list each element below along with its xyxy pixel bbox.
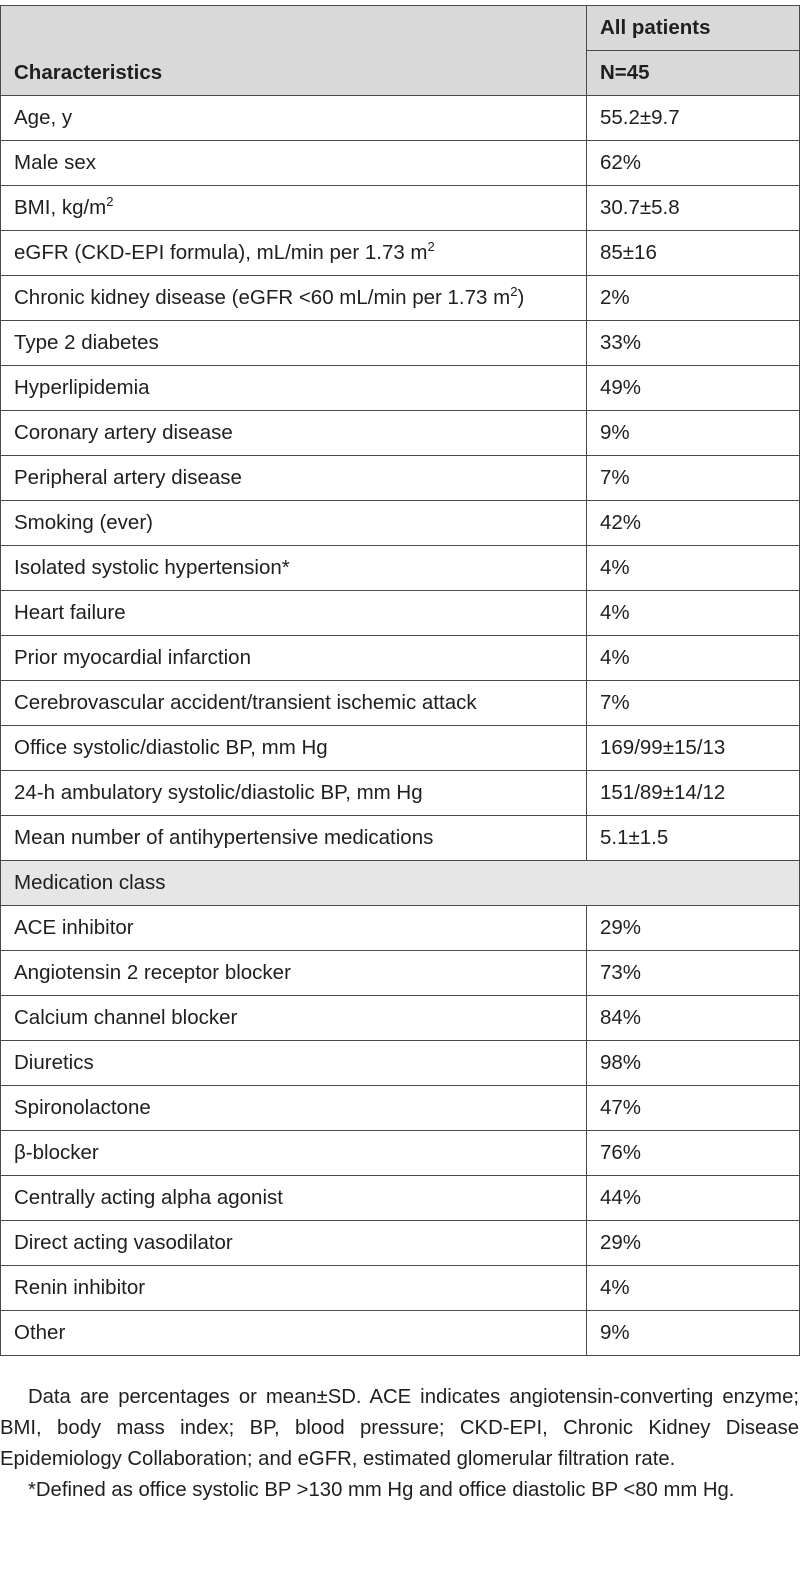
row-value: 33% [587, 321, 800, 366]
row-value: 7% [587, 456, 800, 501]
row-value: 29% [587, 906, 800, 951]
row-value: 4% [587, 636, 800, 681]
table-row [1, 321, 800, 366]
row-value: 2% [587, 276, 800, 321]
row-value: 49% [587, 366, 800, 411]
table-row [1, 771, 800, 816]
table-row [1, 726, 800, 771]
table-row [1, 1221, 800, 1266]
row-label: Type 2 diabetes [1, 321, 587, 366]
table-row [1, 816, 800, 861]
characteristics-table [0, 5, 800, 1356]
table-row [1, 906, 800, 951]
row-value: 169/99±15/13 [587, 726, 800, 771]
row-label: Centrally acting alpha agonist [1, 1176, 587, 1221]
row-label: Smoking (ever) [1, 501, 587, 546]
row-value: 98% [587, 1041, 800, 1086]
row-label: Male sex [1, 141, 587, 186]
table-row [1, 546, 800, 591]
table-row [1, 1131, 800, 1176]
row-value: 7% [587, 681, 800, 726]
row-value: 84% [587, 996, 800, 1041]
row-label: β-blocker [1, 1131, 587, 1176]
header-characteristics: Characteristics [1, 6, 587, 96]
row-label: Prior myocardial infarction [1, 636, 587, 681]
superscript: 2 [510, 284, 518, 299]
row-label [1, 186, 587, 231]
row-value: 55.2±9.7 [587, 96, 800, 141]
table-row [1, 1176, 800, 1221]
header-group: All patients [587, 6, 800, 51]
row-label: Hyperlipidemia [1, 366, 587, 411]
table-row [1, 231, 800, 276]
table-row [1, 681, 800, 726]
table-row [1, 951, 800, 996]
label-suffix: ) [517, 286, 525, 309]
label-text: eGFR (CKD-EPI formula), mL/min per 1.73 m [14, 241, 428, 264]
table-footnotes [0, 1382, 799, 1506]
section-row [1, 861, 800, 906]
row-value: 73% [587, 951, 800, 996]
row-label: 24-h ambulatory systolic/diastolic BP, mm Hg [1, 771, 587, 816]
row-value: 4% [587, 591, 800, 636]
row-value: 9% [587, 411, 800, 456]
row-label [1, 231, 587, 276]
row-label: Spironolactone [1, 1086, 587, 1131]
table-row [1, 996, 800, 1041]
row-value: 76% [587, 1131, 800, 1176]
table-row [1, 1086, 800, 1131]
row-value: 47% [587, 1086, 800, 1131]
table-row [1, 366, 800, 411]
row-value: 62% [587, 141, 800, 186]
row-label: Cerebrovascular accident/transient ischemic attack [1, 681, 587, 726]
table-row [1, 276, 800, 321]
table-row [1, 1311, 800, 1356]
row-value: 4% [587, 546, 800, 591]
row-value: 5.1±1.5 [587, 816, 800, 861]
row-label: Heart failure [1, 591, 587, 636]
table-row [1, 186, 800, 231]
table-row [1, 456, 800, 501]
table-row [1, 96, 800, 141]
row-label: ACE inhibitor [1, 906, 587, 951]
row-value: 85±16 [587, 231, 800, 276]
row-label: Age, y [1, 96, 587, 141]
row-value: 30.7±5.8 [587, 186, 800, 231]
row-label: Direct acting vasodilator [1, 1221, 587, 1266]
header-n: N=45 [587, 51, 800, 96]
row-label: Calcium channel blocker [1, 996, 587, 1041]
row-label [1, 276, 587, 321]
header-row [1, 6, 800, 51]
row-label: Diuretics [1, 1041, 587, 1086]
row-value: 29% [587, 1221, 800, 1266]
row-label: Isolated systolic hypertension* [1, 546, 587, 591]
row-label: Office systolic/diastolic BP, mm Hg [1, 726, 587, 771]
superscript: 2 [106, 194, 114, 209]
superscript: 2 [427, 239, 435, 254]
table-row [1, 501, 800, 546]
table-row [1, 141, 800, 186]
row-label: Coronary artery disease [1, 411, 587, 456]
table-row [1, 411, 800, 456]
row-value: 4% [587, 1266, 800, 1311]
abbreviations-note: Data are percentages or mean±SD. ACE indicates angiotensin-converting enzyme; BMI, body mass index; BP, blood pressure; CKD-EPI, Chronic Kidney Disease Epidemiology Collaboration; and eGFR, estimated glomerular filtration rate. [0, 1386, 799, 1470]
label-text: Chronic kidney disease (eGFR <60 mL/min per 1.73 m [14, 286, 511, 309]
table-row [1, 1266, 800, 1311]
row-label: Other [1, 1311, 587, 1356]
table-row [1, 591, 800, 636]
section-label: Medication class [1, 861, 800, 906]
row-label: Angiotensin 2 receptor blocker [1, 951, 587, 996]
row-value: 42% [587, 501, 800, 546]
row-label: Mean number of antihypertensive medications [1, 816, 587, 861]
row-value: 9% [587, 1311, 800, 1356]
row-value: 44% [587, 1176, 800, 1221]
row-label: Peripheral artery disease [1, 456, 587, 501]
definition-note: *Defined as office systolic BP >130 mm Hg and office diastolic BP <80 mm Hg. [28, 1479, 735, 1501]
row-value: 151/89±14/12 [587, 771, 800, 816]
label-text: BMI, kg/m [14, 196, 107, 219]
table-row [1, 636, 800, 681]
table-row [1, 1041, 800, 1086]
row-label: Renin inhibitor [1, 1266, 587, 1311]
